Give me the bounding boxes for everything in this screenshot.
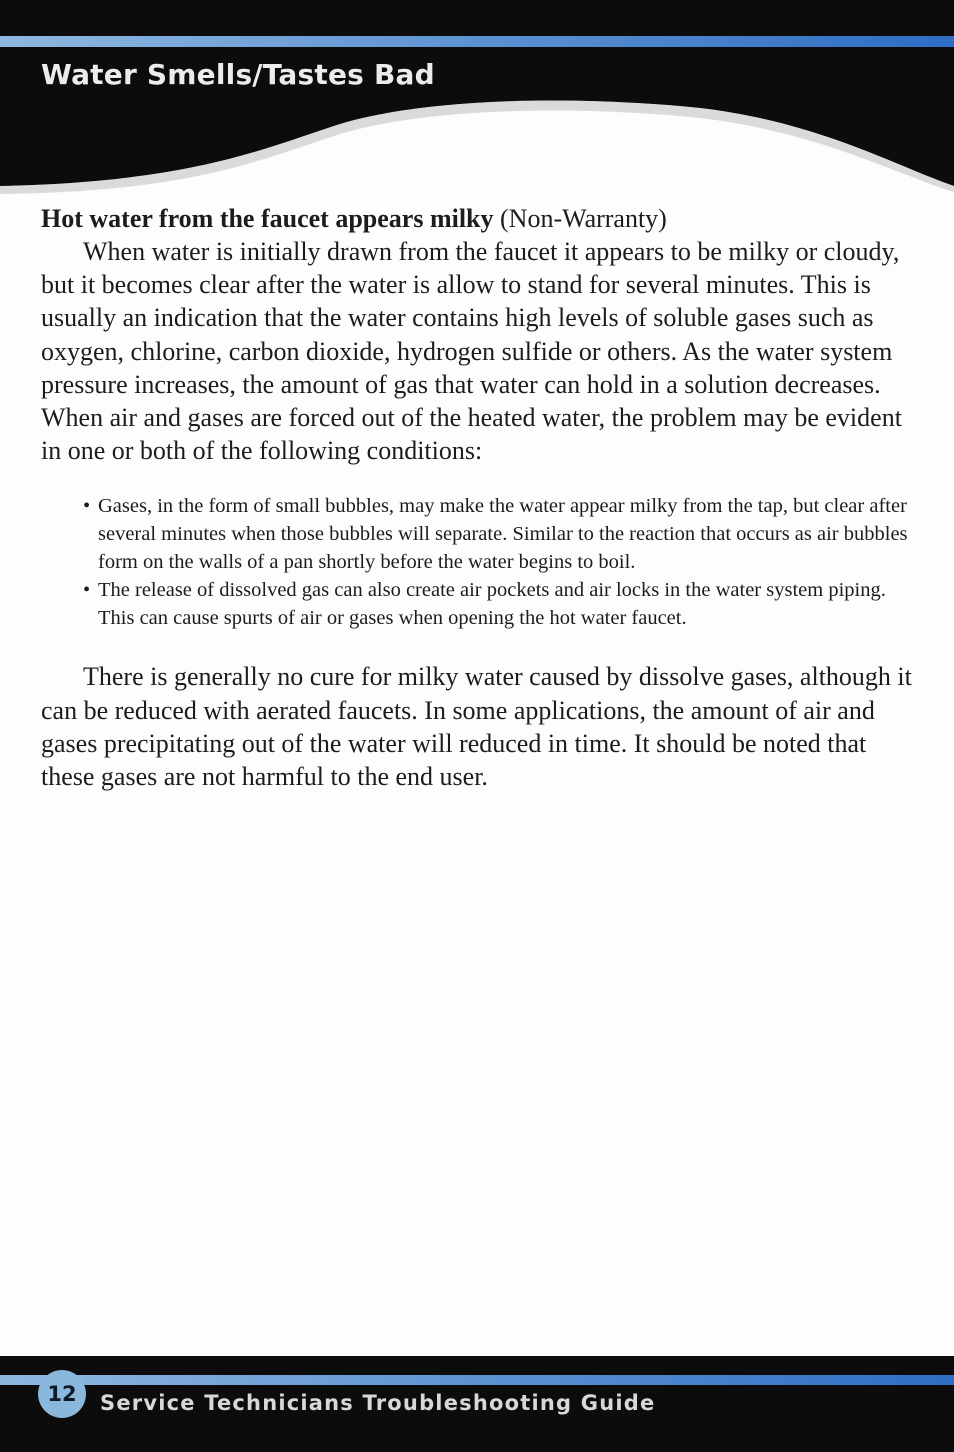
list-item (83, 493, 916, 576)
list-item-text: Gases, in the form of small bubbles, may make the water appear milky from the tap, but clear after several minutes when those bubbles will separate. Similar to the reaction that occurs as air bubbles form on the walls of a pan shortly before the water begins to boil. (98, 495, 908, 574)
list-item (83, 577, 916, 633)
conditions-list (41, 493, 916, 632)
bullet-icon: • (83, 578, 91, 601)
page-header (0, 0, 954, 200)
section-heading-bold: Hot water from the faucet appears milky (41, 204, 494, 233)
section-heading-note: (Non-Warranty) (493, 204, 667, 233)
page-title: Water Smells/Tastes Bad (41, 58, 435, 91)
bullet-icon: • (83, 495, 91, 518)
intro-paragraph: When water is initially drawn from the faucet it appears to be milky or cloudy, but it becomes clear after the water is allow to stand for several minutes. This is usually an indication that the water contains high levels of soluble gases such as oxygen, chlorine, carbon dioxide, hydrogen sulfide or others. As the water system pressure increases, the amount of gas that water can hold in a solution decreases. When air and gases are forced out of the heated water, the problem may be evident in one or both of the following conditions: (41, 237, 902, 466)
list-item-text: The release of dissolved gas can also create air pockets and air locks in the water system piping. This can cause spurts of air or gases when opening the hot water faucet. (98, 578, 886, 629)
page-number-badge: 12 (38, 1370, 86, 1418)
section-heading (41, 202, 916, 235)
footer-guide-title: Service Technicians Troubleshooting Guide (100, 1391, 656, 1415)
header-wave-graphic (0, 0, 954, 200)
closing-paragraph: There is generally no cure for milky water caused by dissolve gases, although it can be reduced with aerated faucets. In some applications, the amount of air and gases precipitating out of the water will reduced in time. It should be noted that these gases are not harmful to the end user. (41, 662, 912, 792)
article-body (41, 202, 916, 793)
